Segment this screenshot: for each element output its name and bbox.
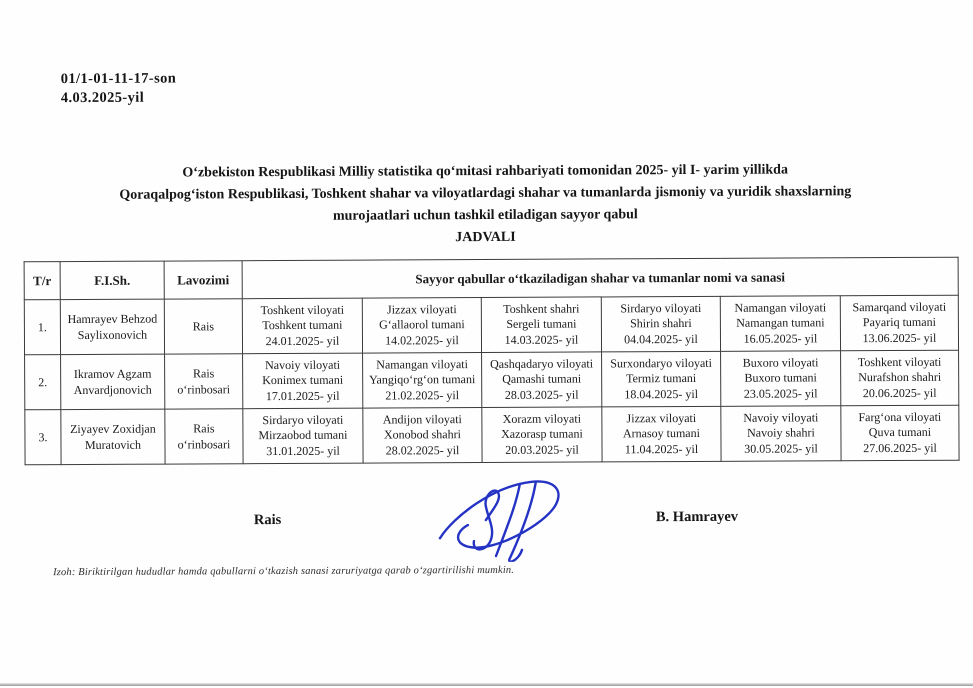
visit-place: Konimex tumani — [245, 373, 360, 389]
visit-cell — [363, 353, 482, 409]
visit-place: Payariq tumani — [843, 315, 956, 331]
person-position: Rais oʻrinbosari — [165, 409, 243, 464]
visit-date: 28.03.2025- yil — [484, 387, 599, 403]
reference-block — [61, 70, 177, 109]
visit-region: Qashqadaryo viloyati — [484, 356, 599, 372]
visit-place: Qamashi tumani — [484, 372, 599, 388]
schedule-table — [24, 257, 960, 466]
visit-region: Navoiy viloyati — [723, 410, 838, 426]
visit-date: 27.06.2025- yil — [843, 440, 956, 456]
header-tr: T/r — [24, 262, 60, 300]
visit-place: Shirin shahri — [604, 316, 718, 332]
visit-cell — [482, 352, 602, 408]
visit-date: 20.06.2025- yil — [843, 385, 956, 401]
visit-region: Toshkent viloyati — [245, 302, 360, 318]
visit-place: Quva tumani — [843, 425, 956, 441]
visit-region: Toshkent viloyati — [843, 354, 956, 370]
title-line-1: Oʻzbekiston Respublikasi Milliy statistika qoʻmitasi rahbariyati tomonidan 2025- yil I- yarim yillikda — [25, 159, 945, 185]
visit-cell — [363, 408, 482, 464]
title-line-2: Qoraqalpogʻiston Respublikasi, Toshkent shahar va viloyatlardagi shahar va tumanlarda jismoniy va yuridik shaxslarning — [25, 181, 945, 207]
visit-place: Toshkent tumani — [245, 318, 360, 334]
visit-cell — [721, 351, 841, 407]
visit-date: 20.03.2025- yil — [484, 442, 599, 458]
visit-region: Sirdaryo viloyati — [245, 412, 360, 428]
person-position: Rais oʻrinbosari — [165, 354, 243, 409]
row-number: 1. — [24, 300, 60, 355]
visit-cell — [840, 295, 958, 351]
table-row — [24, 295, 958, 355]
visit-place: Sergeli tumani — [484, 317, 599, 333]
visit-region: Jizzax viloyati — [365, 302, 479, 318]
visit-region: Jizzax viloyati — [604, 411, 718, 427]
visit-region: Navoiy viloyati — [245, 357, 360, 373]
visit-cell — [243, 353, 363, 409]
visit-cell — [482, 407, 602, 463]
signature-signer-name: B. Hamrayev — [656, 509, 738, 526]
visit-date: 23.05.2025- yil — [723, 386, 838, 402]
visit-place: Xazorasp tumani — [484, 427, 599, 443]
visit-cell — [601, 296, 720, 352]
visit-date: 30.05.2025- yil — [723, 441, 838, 457]
visit-region: Namangan viloyati — [365, 357, 479, 373]
visit-place: Xonobod shahri — [365, 427, 479, 443]
visit-cell — [481, 297, 601, 353]
visit-date: 17.01.2025- yil — [245, 388, 360, 404]
table-header-row — [24, 257, 958, 300]
table-row — [25, 405, 959, 465]
visit-cell — [720, 296, 840, 352]
visit-date: 11.04.2025- yil — [604, 442, 718, 458]
visit-place: Termiz tumani — [604, 371, 718, 387]
visit-region: Toshkent shahri — [484, 301, 599, 317]
visit-date: 14.02.2025- yil — [365, 333, 479, 349]
visit-cell — [841, 350, 959, 406]
visit-region: Namangan viloyati — [723, 300, 838, 316]
document-title — [25, 159, 945, 251]
visit-cell — [602, 406, 721, 462]
person-name: Ziyayev Zoxidjan Muratovich — [61, 409, 165, 465]
visit-date: 14.03.2025- yil — [484, 332, 599, 348]
visit-date: 16.05.2025- yil — [723, 331, 838, 347]
signature-role-label: Rais — [254, 512, 281, 529]
visit-region: Surxondaryo viloyati — [604, 356, 718, 372]
visit-region: Sirdaryo viloyati — [604, 301, 718, 317]
visit-place: Yangiqoʻrgʻon tumani — [365, 372, 479, 388]
visit-cell — [243, 408, 363, 464]
visit-cell — [602, 351, 721, 407]
footnote-text: Izoh: Biriktirilgan hududlar hamda qabullarni oʻtkazish sanasi zaruriyatga qarab oʻzgartirilishi mumkin. — [53, 565, 514, 578]
title-line-3: murojaatlari uchun tashkil etiladigan sayyor qabul — [25, 203, 945, 229]
title-line-4: JADVALI — [25, 225, 945, 251]
visit-region: Fargʻona viloyati — [843, 409, 956, 425]
visit-date: 28.02.2025- yil — [365, 443, 479, 459]
visit-cell — [841, 405, 959, 461]
visit-date: 18.04.2025- yil — [604, 387, 718, 403]
header-schedule: Sayyor qabullar oʻtkaziladigan shahar va tumanlar nomi va sanasi — [242, 257, 958, 298]
visit-place: Gʻallaorol tumani — [365, 317, 479, 333]
visit-place: Mirzaobod tumani — [245, 428, 360, 444]
visit-place: Namangan tumani — [723, 316, 838, 332]
header-position: Lavozimi — [164, 261, 242, 299]
visit-place: Arnasoy tumani — [604, 426, 718, 442]
visit-region: Andijon viloyati — [365, 412, 479, 428]
visit-region: Xorazm viloyati — [484, 411, 599, 427]
visit-date: 24.01.2025- yil — [245, 333, 360, 349]
header-name: F.I.Sh. — [60, 261, 164, 300]
visit-date: 31.01.2025- yil — [245, 443, 360, 459]
handwritten-signature — [430, 472, 576, 563]
visit-place: Navoiy shahri — [723, 426, 838, 442]
visit-date: 21.02.2025- yil — [365, 388, 479, 404]
person-name: Ikramov Agzam Anvardjonovich — [61, 354, 165, 410]
visit-place: Buxoro tumani — [723, 371, 838, 387]
row-number: 3. — [25, 410, 61, 465]
reference-number: 01/1-01-11-17-son — [61, 70, 177, 90]
visit-cell — [721, 406, 841, 462]
row-number: 2. — [25, 355, 61, 410]
person-position: Rais — [164, 299, 242, 354]
visit-region: Buxoro viloyati — [723, 355, 838, 371]
visit-place: Nurafshon shahri — [843, 370, 956, 386]
reference-date: 4.03.2025-yil — [61, 89, 177, 109]
visit-cell — [362, 298, 481, 354]
visit-date: 04.04.2025- yil — [604, 332, 718, 348]
visit-cell — [242, 298, 362, 354]
visit-region: Samarqand viloyati — [843, 299, 956, 315]
table-row — [25, 350, 959, 410]
visit-date: 13.06.2025- yil — [843, 330, 956, 346]
person-name: Hamrayev Behzod Saylixonovich — [60, 299, 164, 355]
